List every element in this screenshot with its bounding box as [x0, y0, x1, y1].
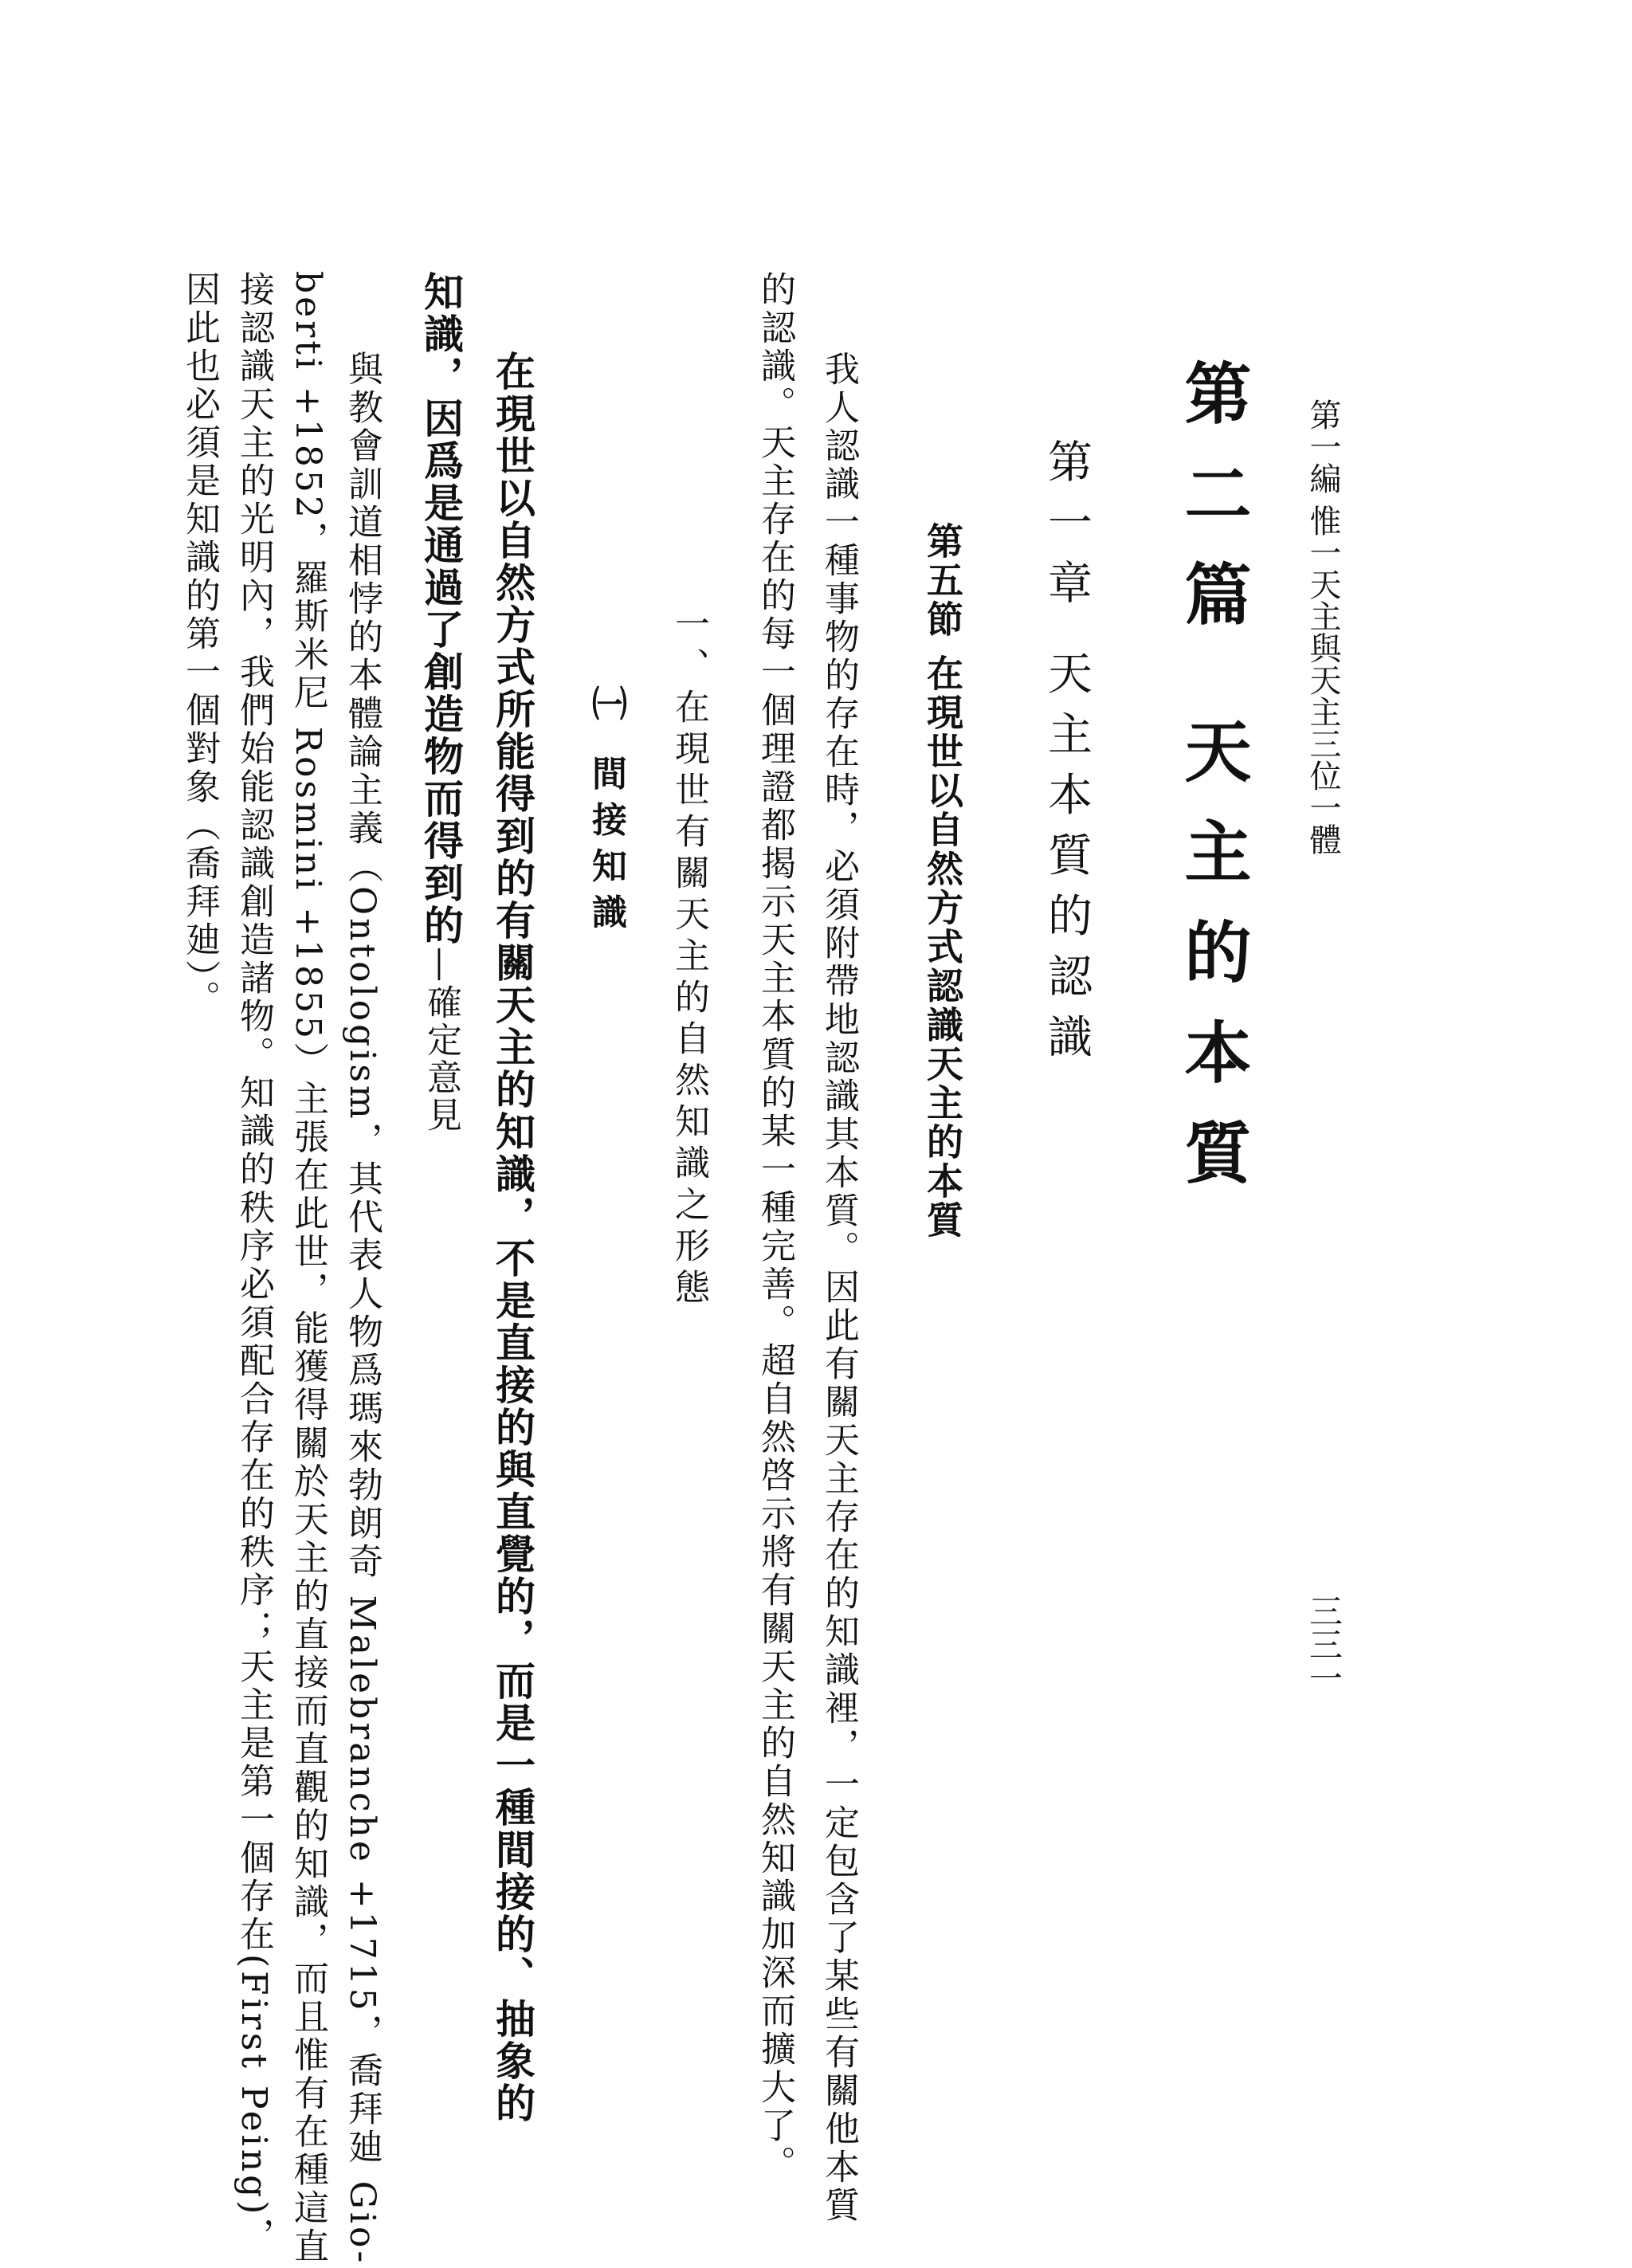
paragraph2-line3: 接認識天主的光明內，我們始能認識創造諸物。知識的秩序必須配合存在的秩序；天主是第一個存在(First Peing)，: [233, 271, 274, 2256]
page-number: 三三一: [1304, 1594, 1344, 1694]
thesis-line2-bold: 知識，因爲是通過了創造物而得到的: [418, 271, 465, 947]
subsubheading: ㈠ 間接知識: [586, 685, 626, 940]
paragraph2-line2: berti +1852，羅斯米尼 Rosmini +1855）主張在此世，能獲得關於天主的直接而直觀的知識，而且惟有在種這直: [288, 271, 328, 2266]
section-title: 第五節 在現世以自然方式認識天主的本質: [921, 522, 964, 1241]
thesis-line1: 在現世以自然方式所能得到的有關天主的知識，不是直接的與直覺的，而是一種間接的、抽象的: [489, 351, 536, 2125]
paragraph1-line2: 的認識。天主存在的每一個理證都揭示天主本質的某一種完善。超自然啓示將有關天主的自然知識加深而擴大了。: [755, 271, 795, 2184]
paragraph2-line4: 因此也必須是知識的第一個對象（喬拜廸）。: [179, 271, 220, 1018]
chapter-title: 第一章 天主本質的認識: [1041, 438, 1093, 1074]
thesis-line2: [418, 271, 465, 1134]
paragraph1-line1: 我人認識一種事物的存在時，必須附帶地認識其本質。因此有關天主存在的知識裡，一定包含了某些有關他本質: [818, 351, 859, 2225]
paragraph2-line1: 與教會訓道相悖的本體論主義（Ontologism，其代表人物爲瑪來勃朗奇 Malebranche +1715，喬拜廸 Gio-: [342, 351, 382, 2266]
part-title: 第二篇 天主的本質: [1174, 359, 1253, 1219]
thesis-certainty-note: —確定意見: [421, 947, 461, 1134]
subheading: 一、在現世有關天主的自然知識之形態: [669, 606, 709, 1310]
running-head: 第一編 惟一天主與天主三位一體: [1304, 398, 1341, 855]
